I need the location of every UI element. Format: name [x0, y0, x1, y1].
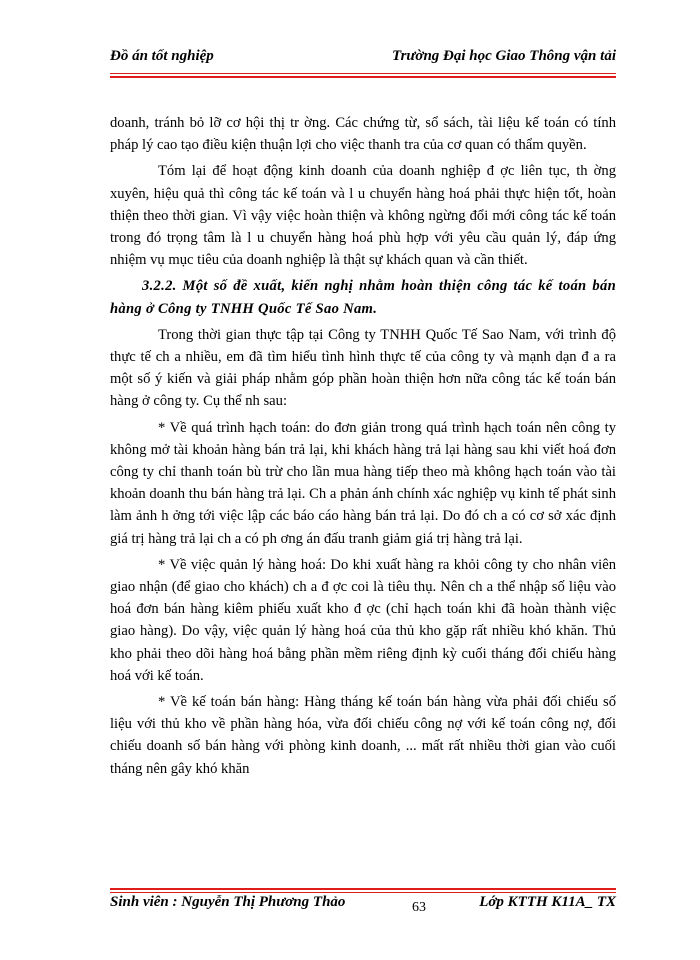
header-rule-thin [110, 73, 616, 74]
footer-class: Lớp KTTH K11A_ TX [479, 894, 616, 910]
paragraph-goods-management: * Về việc quản lý hàng hoá: Do khi xuất hàng ra khỏi công ty cho nhân viên giao nhận (để giao cho khách) ch a đ ợc coi là tiêu thụ. Nên ch a thể nhập số liệu vào hoá đơn bán hàng kiêm phiếu xuất kho đ ợc (chỉ hạch toán khi đã hoàn thành việc giao hàng). Do vậy, việc quản lý hàng hoá của thủ kho gặp rất nhiều khó khăn. Thủ kho phải theo dõi hàng hoá bằng phần mềm riêng định kỳ cuối tháng đối chiếu hàng hoá với kế toán. [110, 556, 616, 684]
section-heading: 3.2.2. Một số đề xuất, kiến nghị nhằm hoàn thiện công tác kế toán bán hàng ở Công ty TNHH Quốc Tế Sao Nam. [110, 278, 616, 317]
header-document-type: Đồ án tốt nghiệp [110, 48, 214, 64]
footer-rule-thick [110, 888, 616, 890]
paragraph-continuation: doanh, tránh bỏ lỡ cơ hội thị tr ờng. Các chứng từ, sổ sách, tài liệu kế toán có tính pháp lý cao tạo điều kiện thuận lợi cho việc thanh tra của cơ quan có thẩm quyền. [110, 115, 616, 154]
paragraph-sales-accounting: * Về kế toán bán hàng: Hàng tháng kế toán bán hàng vừa phải đối chiếu số liệu với thủ kho về phần hàng hóa, vừa đối chiếu công nợ với kế toán công nợ, đối chiếu doanh số bán hàng với phòng kinh doanh, ... mất rất nhiều thời gian vào cuối tháng nên gây khó khăn [110, 694, 616, 777]
paragraph-summary: Tóm lại để hoạt động kinh doanh của doanh nghiệp đ ợc liên tục, th ờng xuyên, hiệu quả thì công tác kế toán và l u chuyển hàng hoá phải thực hiện tốt, hoàn thiện theo thời gian. Vì vậy việc hoàn thiện và không ngừng đổi mới công tác kế toán trong đó trọng tâm là l u chuyển hàng hoá phù hợp với yêu cầu quản lý, đáp ứng nhiệm vụ mục tiêu của doanh nghiệp là thật sự khách quan và cần thiết. [110, 163, 616, 269]
page-footer [110, 894, 616, 918]
footer-rule-thin [110, 892, 616, 893]
header-rule-thick [110, 76, 616, 78]
paragraph-accounting-process: * Về quá trình hạch toán: do đơn giản trong quá trình hạch toán nên công ty không mở tài khoản hàng bán trả lại, khi khách hàng trả lại hàng sau khi viết hoá đơn công ty chỉ thanh toán bù trừ cho lần mua hàng tiếp theo mà không hạch toán vào tài khoản doanh thu bán hàng trả lại. Ch a phản ánh chính xác nghiệp vụ kinh tế phát sinh làm ảnh h ởng tới việc lập các báo cáo hàng bán trả lại. Do đó ch a có cơ sở xác định giá trị hàng trả lại ch a có ph ơng án đấu tranh giảm giá trị hàng trả lại. [110, 419, 616, 547]
header-university: Trường Đại học Giao Thông vận tải [391, 48, 616, 64]
footer-student-name: Sinh viên : Nguyễn Thị Phương Thảo [110, 894, 346, 910]
page-number: 63 [412, 900, 426, 915]
page-body [110, 112, 616, 784]
paragraph-intro: Trong thời gian thực tập tại Công ty TNHH Quốc Tế Sao Nam, với trình độ thực tế ch a nhiều, em đã tìm hiểu tình hình thực tế của công ty và mạnh dạn đ a ra một số ý kiến và giải pháp nhằm góp phần hoàn thiện hơn nữa công tác kế toán bán hàng ở công ty. Cụ thể nh sau: [110, 326, 616, 410]
page-header [110, 48, 616, 70]
